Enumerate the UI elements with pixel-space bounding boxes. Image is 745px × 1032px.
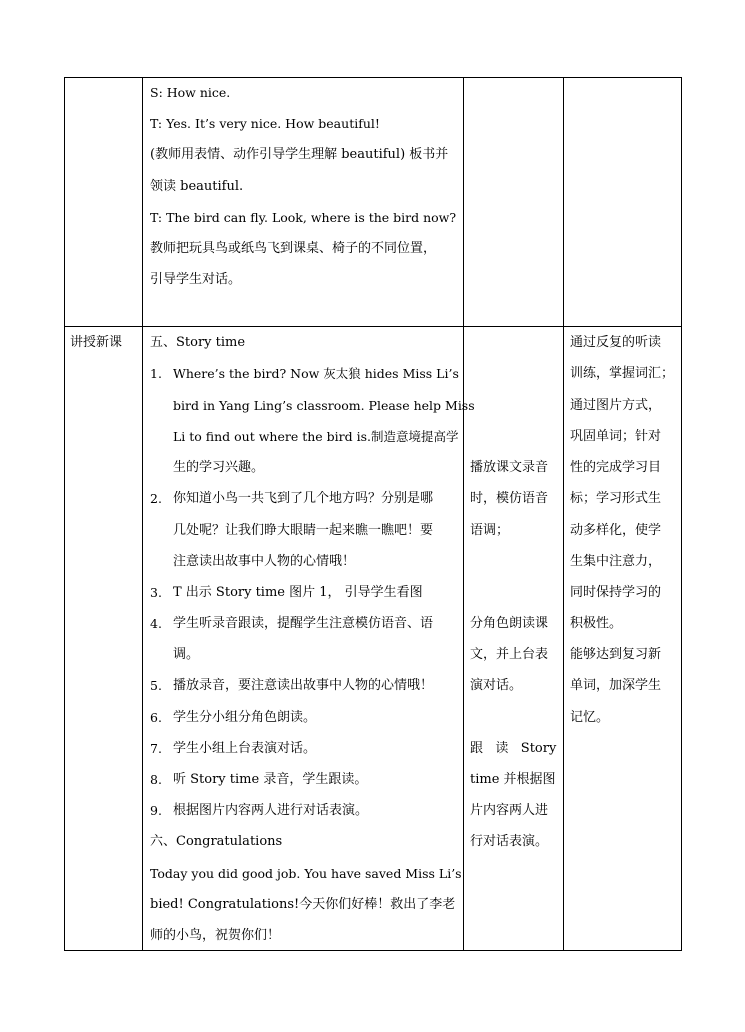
- purpose-line: 通过图片方式，: [570, 398, 662, 413]
- item-line: T 出示 Story time 图片 1， 引导学生看图: [173, 585, 423, 600]
- activity-line: 演对话。: [470, 678, 523, 693]
- content-line: (教师用表情、动作引导学生理解 beautiful) 板书并: [150, 147, 449, 162]
- item-line: 注意读出故事中人物的心情哦！: [173, 554, 356, 569]
- item-line: 你知道小鸟一共飞到了几个地方吗？分别是哪: [173, 491, 434, 506]
- row-label-new-lesson: 讲授新课: [70, 335, 123, 350]
- item-line: bird in Yang Ling’s classroom. Please help Miss: [173, 398, 475, 413]
- column-divider-3: [563, 77, 564, 951]
- purpose-line: 记忆。: [570, 710, 610, 725]
- item-line: 生的学习兴趣。: [173, 460, 265, 475]
- item-line: 学生分小组分角色朗读。: [173, 710, 317, 725]
- item-number: 9.: [150, 803, 162, 818]
- item-number: 4.: [150, 616, 162, 631]
- item-line: 调。: [173, 647, 200, 662]
- item-number: 1.: [150, 366, 162, 381]
- activity-line: 播放课文录音: [470, 460, 549, 475]
- item-number: 7.: [150, 741, 162, 756]
- item-line: 学生小组上台表演对话。: [173, 741, 317, 756]
- item-line: 学生听录音跟读，提醒学生注意模仿语音、语: [173, 616, 434, 631]
- content-line: 教师把玩具鸟或纸鸟飞到课桌、椅子的不同位置，: [150, 241, 437, 256]
- content-line: S: How nice.: [150, 85, 231, 100]
- item-line: Li to find out where the bird is.制造意境提高学: [173, 429, 459, 444]
- item-line: 播放录音，要注意读出故事中人物的心情哦！: [173, 678, 434, 693]
- content-line: 师的小鸟，祝贺你们！: [150, 928, 281, 943]
- purpose-line: 通过反复的听读: [570, 335, 662, 350]
- purpose-line: 动多样化，使学: [570, 523, 662, 538]
- row-divider: [64, 326, 682, 327]
- item-number: 2.: [150, 491, 162, 506]
- activity-line: time 并根据图: [470, 772, 556, 787]
- item-line: Where’s the bird? Now 灰太狼 hides Miss Li’s: [173, 366, 459, 381]
- content-line: bied! Congratulations!今天你们好棒！救出了李老: [150, 897, 456, 912]
- content-line: 引导学生对话。: [150, 272, 242, 287]
- content-line: T: The bird can fly. Look, where is the bird now?: [150, 210, 457, 225]
- activity-line: 行对话表演。: [470, 834, 549, 849]
- purpose-line: 单词，加深学生: [570, 678, 662, 693]
- activity-line: 文，并上台表: [470, 647, 549, 662]
- table-border-bottom: [64, 950, 682, 951]
- column-divider-1: [142, 77, 143, 951]
- purpose-line: 标；学习形式生: [570, 491, 662, 506]
- table-border-top: [64, 77, 682, 78]
- item-number: 8.: [150, 772, 162, 787]
- purpose-line: 训练，掌握词汇；: [570, 366, 675, 381]
- purpose-line: 能够达到复习新: [570, 647, 662, 662]
- item-line: 几处呢？让我们睁大眼睛一起来瞧一瞧吧！要: [173, 523, 434, 538]
- purpose-line: 积极性。: [570, 616, 623, 631]
- item-number: 3.: [150, 585, 162, 600]
- activity-line: 语调；: [470, 523, 510, 538]
- item-line: 根据图片内容两人进行对话表演。: [173, 803, 369, 818]
- item-line: 听 Story time 录音，学生跟读。: [173, 772, 368, 787]
- content-line: Today you did good job. You have saved Miss Li’s: [150, 866, 462, 881]
- purpose-line: 巩固单词；针对: [570, 429, 662, 444]
- column-divider-2: [463, 77, 464, 951]
- purpose-line: 同时保持学习的: [570, 585, 662, 600]
- item-number: 6.: [150, 710, 162, 725]
- content-line: T: Yes. It’s very nice. How beautiful!: [150, 116, 380, 131]
- activity-line: 片内容两人进: [470, 803, 549, 818]
- section-heading-story-time: 五、Story time: [150, 335, 246, 350]
- item-number: 5.: [150, 678, 162, 693]
- activity-line: 分角色朗读课: [470, 616, 549, 631]
- purpose-line: 生集中注意力，: [570, 554, 662, 569]
- section-heading-congratulations: 六、Congratulations: [150, 834, 283, 849]
- activity-line: 时，模仿语音: [470, 491, 549, 506]
- purpose-line: 性的完成学习目: [570, 460, 662, 475]
- activity-line: 跟 读 Story: [470, 741, 557, 756]
- table-border-right: [681, 77, 682, 951]
- content-line: 领读 beautiful.: [150, 179, 244, 194]
- table-border-left: [64, 77, 65, 951]
